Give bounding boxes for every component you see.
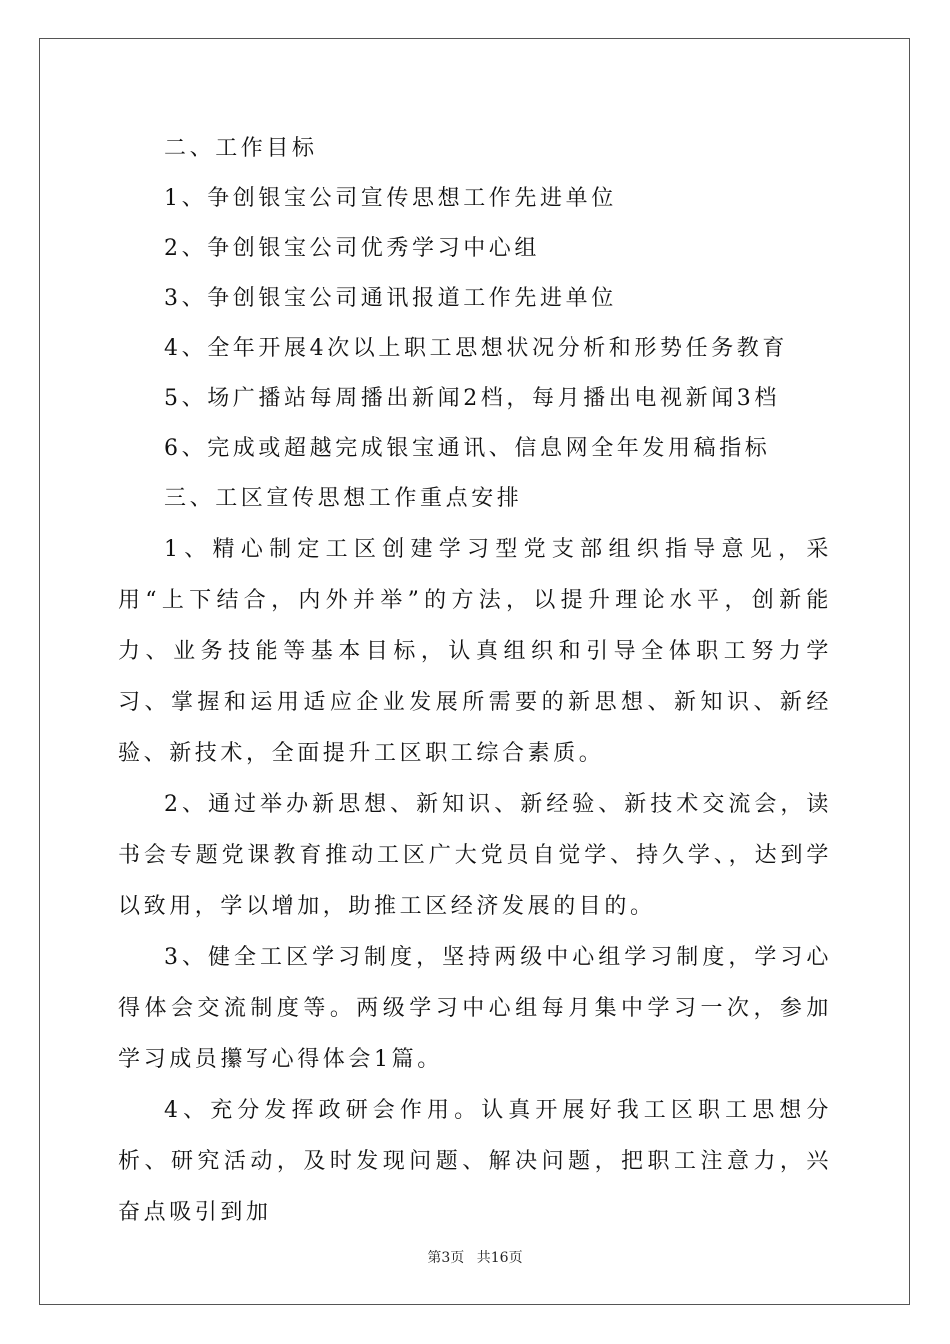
document-body [118, 124, 832, 1238]
page-number: 第3页 [427, 1250, 465, 1266]
paragraph: 3、健全工区学习制度，坚持两级中心组学习制度，学习心得体会交流制度等。两级学习中心组每月集中学习一次，参加学习成员攥写心得体会1篇。 [118, 945, 832, 1072]
goal-item: 4、全年开展4次以上职工思想状况分析和形势任务教育 [164, 336, 788, 361]
goal-item: 1、争创银宝公司宣传思想工作先进单位 [164, 186, 617, 211]
section-heading-arrangements: 三、工区宣传思想工作重点安排 [164, 486, 523, 511]
section-heading-goals: 二、工作目标 [164, 136, 318, 161]
paragraph: 2、通过举办新思想、新知识、新经验、新技术交流会，读书会专题党课教育推动工区广大党员自觉学、持久学、，达到学以致用，学以增加，助推工区经济发展的目的。 [118, 792, 832, 919]
goal-item: 3、争创银宝公司通讯报道工作先进单位 [164, 286, 617, 311]
goal-item: 6、完成或超越完成银宝通讯、信息网全年发用稿指标 [164, 436, 771, 461]
paragraph: 4、充分发挥政研会作用。认真开展好我工区职工思想分析、研究活动，及时发现问题、解决问题，把职工注意力，兴奋点吸引到加 [118, 1098, 832, 1225]
goal-item: 2、争创银宝公司优秀学习中心组 [164, 236, 540, 261]
page-total: 共16页 [476, 1250, 523, 1266]
goal-item: 5、场广播站每周播出新闻2档，每月播出电视新闻3档 [164, 386, 780, 411]
paragraph: 1、精心制定工区创建学习型党支部组织指导意见，采用“上下结合，内外并举”的方法，以提升理论水平，创新能力、业务技能等基本目标，认真组织和引导全体职工努力学习、掌握和运用适应企业发展所需要的新思想、新知识、新经验、新技术，全面提升工区职工综合素质。 [118, 537, 832, 766]
page-footer [0, 1247, 950, 1267]
